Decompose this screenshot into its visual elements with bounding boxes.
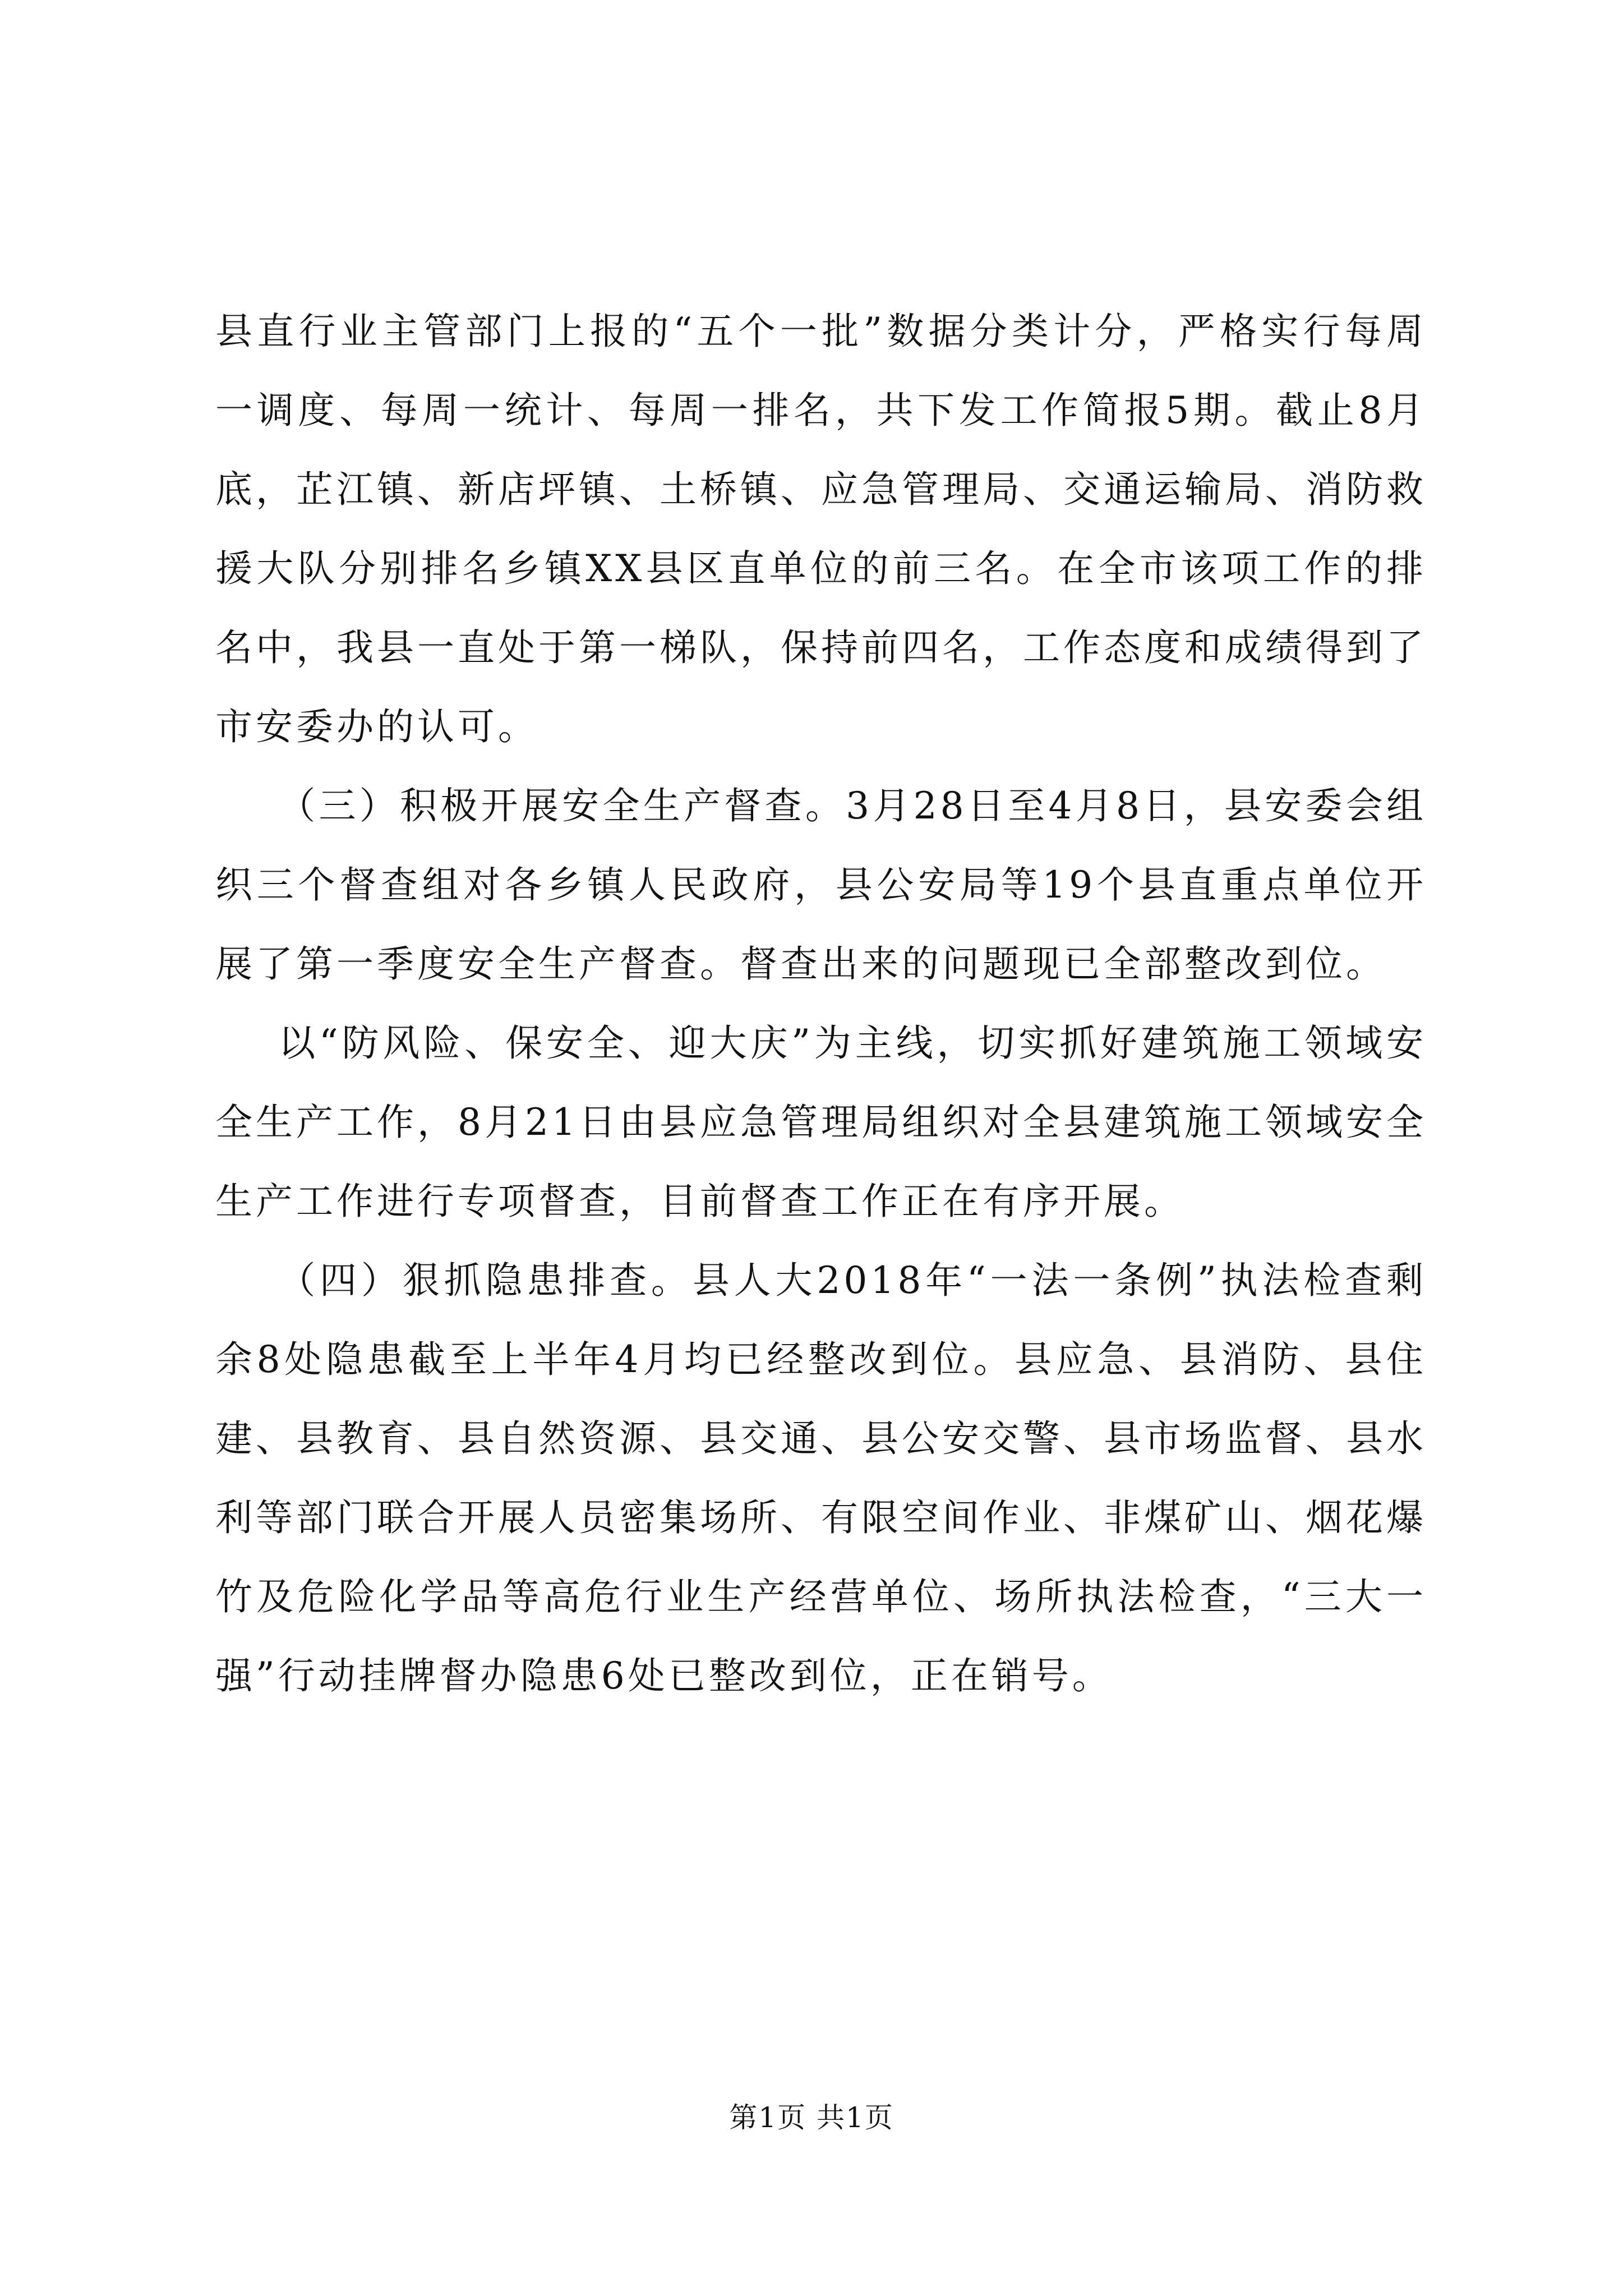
page-number-label: 第1页 共1页	[729, 2101, 894, 2134]
paragraph-4: （四）狠抓隐患排查。县人大2018年“一法一条例”执法检查剩余8处隐患截至上半年4月均已经整改到位。县应急、县消防、县住建、县教育、县自然资源、县交通、县公安交警、县市场监督、县水利等部门联合开展人员密集场所、有限空间作业、非煤矿山、烟花爆竹及危险化学品等高危行业生产经营单位、场所执法检查，“三大一强”行动挂牌督办隐患6处已整改到位，正在销号。	[215, 1259, 1427, 1697]
document-body	[215, 292, 1427, 1715]
paragraph-1: 县直行业主管部门上报的“五个一批”数据分类计分，严格实行每周一调度、每周一统计、每周一排名，共下发工作简报5期。截止8月底，芷江镇、新店坪镇、土桥镇、应急管理局、交通运输局、消防救援大队分别排名乡镇XX县区直单位的前三名。在全市该项工作的排名中，我县一直处于第一梯队，保持前四名，工作态度和成绩得到了市安委办的认可。	[215, 310, 1427, 748]
paragraph-3: 以“防风险、保安全、迎大庆”为主线，切实抓好建筑施工领域安全生产工作，8月21日由县应急管理局组织对全县建筑施工领域安全生产工作进行专项督查，目前督查工作正在有序开展。	[215, 1022, 1427, 1223]
paragraph-2: （三）积极开展安全生产督查。3月28日至4月8日，县安委会组织三个督查组对各乡镇人民政府，县公安局等19个县直重点单位开展了第一季度安全生产督查。督查出来的问题现已全部整改到位。	[215, 784, 1427, 986]
page-footer	[0, 2101, 1623, 2134]
